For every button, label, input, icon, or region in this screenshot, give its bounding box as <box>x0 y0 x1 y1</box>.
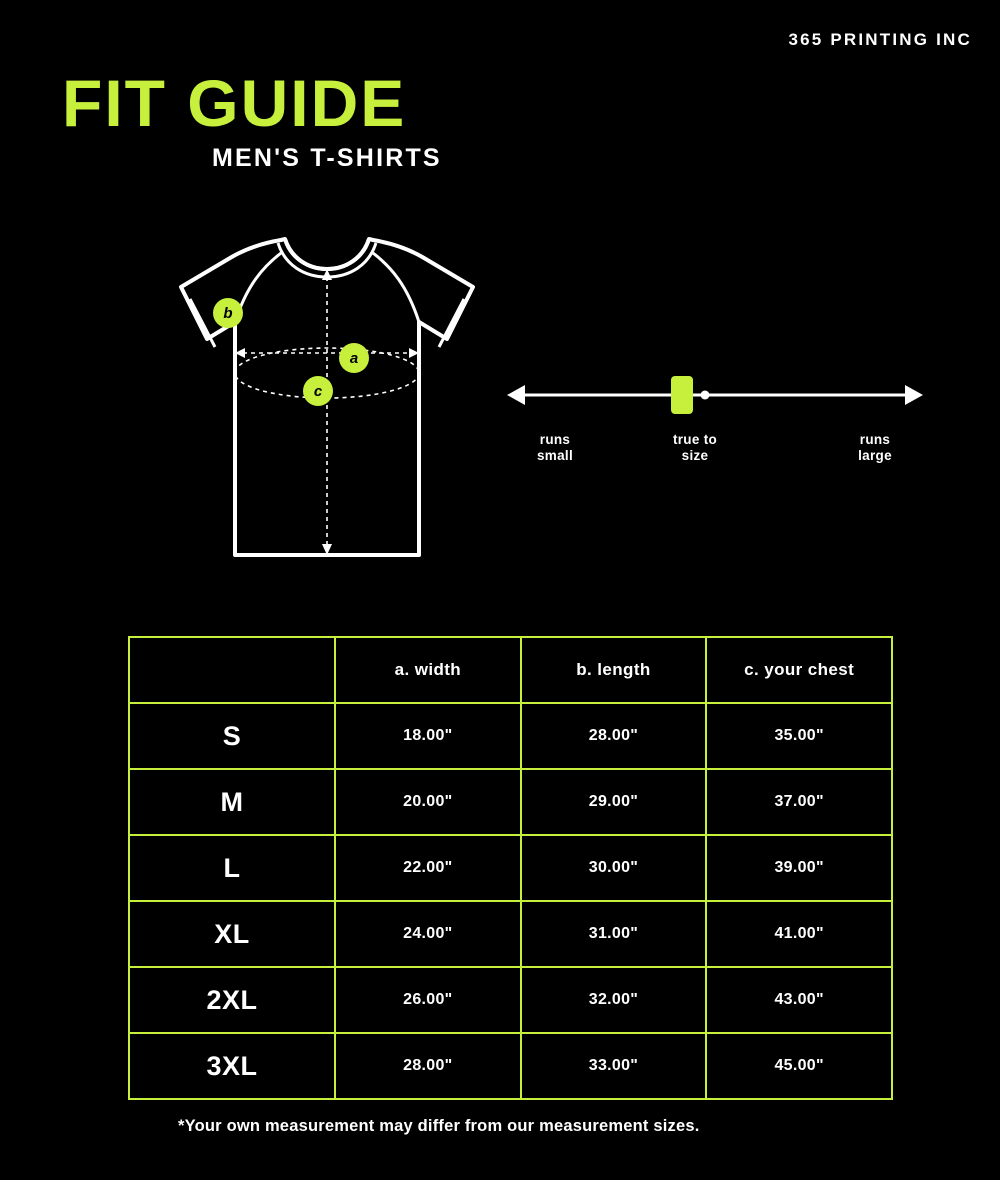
cell-size: 2XL <box>129 967 335 1033</box>
fit-scale-slider <box>505 360 925 430</box>
scale-label-true-line1: true to <box>672 432 718 447</box>
header-length: b. length <box>521 637 707 703</box>
scale-label-true-to-size <box>640 432 750 463</box>
badge-b: b <box>213 298 243 328</box>
footnote: *Your own measurement may differ from our measurement sizes. <box>178 1117 700 1135</box>
cell-chest: 41.00" <box>706 901 892 967</box>
size-chart <box>128 636 893 1100</box>
scale-label-runs-small <box>505 432 605 463</box>
cell-chest: 43.00" <box>706 967 892 1033</box>
scale-label-runs-large-line1: runs <box>859 432 891 447</box>
badge-a: a <box>339 343 369 373</box>
scale-label-true-line2: size <box>681 447 709 463</box>
cell-width: 22.00" <box>335 835 521 901</box>
cell-size: 3XL <box>129 1033 335 1099</box>
page-subtitle: MEN'S T-SHIRTS <box>212 144 442 172</box>
header-width: a. width <box>335 637 521 703</box>
scale-label-runs-large-line2: large <box>858 447 892 463</box>
cell-length: 28.00" <box>521 703 707 769</box>
cell-size: XL <box>129 901 335 967</box>
cell-chest: 35.00" <box>706 703 892 769</box>
cell-length: 30.00" <box>521 835 707 901</box>
cell-chest: 39.00" <box>706 835 892 901</box>
size-table <box>128 636 893 1100</box>
page-title: FIT GUIDE <box>62 66 407 140</box>
cell-size: L <box>129 835 335 901</box>
tshirt-illustration <box>95 225 495 580</box>
table-row <box>129 769 892 835</box>
table-row <box>129 835 892 901</box>
cell-chest: 37.00" <box>706 769 892 835</box>
table-header-row <box>129 637 892 703</box>
scale-label-runs-small-line1: runs <box>539 432 571 447</box>
cell-width: 18.00" <box>335 703 521 769</box>
tshirt-diagram <box>95 225 495 580</box>
table-row <box>129 901 892 967</box>
cell-width: 24.00" <box>335 901 521 967</box>
table-row <box>129 1033 892 1099</box>
cell-chest: 45.00" <box>706 1033 892 1099</box>
cell-size: S <box>129 703 335 769</box>
cell-size: M <box>129 769 335 835</box>
cell-width: 28.00" <box>335 1033 521 1099</box>
header-size <box>129 637 335 703</box>
cell-width: 20.00" <box>335 769 521 835</box>
scale-label-runs-small-line2: small <box>536 447 574 463</box>
cell-length: 33.00" <box>521 1033 707 1099</box>
cell-length: 32.00" <box>521 967 707 1033</box>
header-chest: c. your chest <box>706 637 892 703</box>
cell-length: 29.00" <box>521 769 707 835</box>
fit-scale <box>505 360 925 475</box>
badge-c: c <box>303 376 333 406</box>
scale-label-runs-large <box>825 432 925 463</box>
cell-width: 26.00" <box>335 967 521 1033</box>
cell-length: 31.00" <box>521 901 707 967</box>
brand-name: 365 PRINTING INC <box>788 30 972 49</box>
table-row <box>129 967 892 1033</box>
table-row <box>129 703 892 769</box>
